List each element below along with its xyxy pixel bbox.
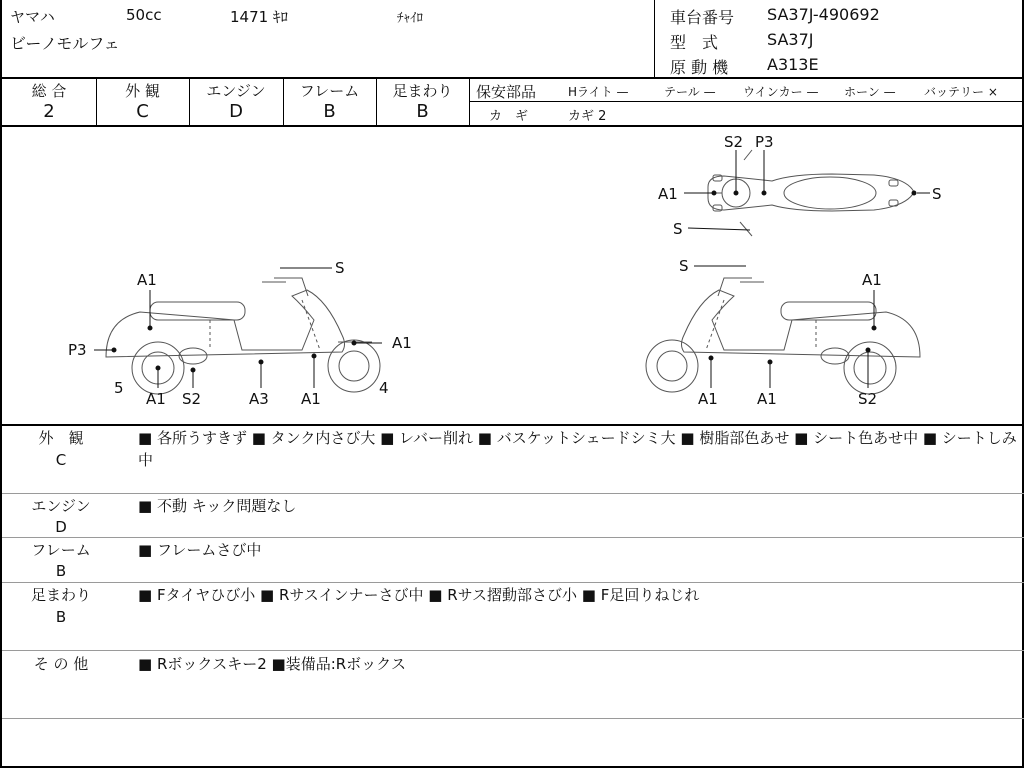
label-left-s-top: S — [335, 259, 345, 277]
label-left-a3: A3 — [249, 390, 269, 408]
label-top-s-bottom: S — [673, 220, 683, 238]
color: ﾁｬｲﾛ — [397, 11, 423, 26]
grade-exterior-value: C — [136, 101, 149, 122]
label-top-a1: A1 — [658, 185, 678, 203]
label-left-5: 5 — [114, 379, 124, 397]
safety-item-headlight: Hライト — — [568, 85, 629, 99]
label-right-a1-top: A1 — [862, 271, 882, 289]
header-rule — [2, 77, 1024, 79]
engine-value: A313E — [767, 55, 819, 74]
damage-diagram — [2, 126, 1024, 424]
label-top-p3: P3 — [755, 133, 774, 151]
scooter-top-view — [708, 150, 914, 236]
grade-frame-value: B — [323, 101, 336, 122]
section-frame-label: フレーム — [31, 541, 91, 559]
safety-item-battery: バッテリー × — [924, 85, 998, 99]
section-exterior-text: ■ 各所うすきず ■ タンク内さび大 ■ レバー削れ ■ バスケットシェードシミ大 ■ 樹脂部色あせ ■ シート色あせ中 ■ シートしみ中 — [138, 429, 1017, 469]
label-left-a1-b2: A1 — [301, 390, 321, 408]
label-right-a1-b1: A1 — [698, 390, 718, 408]
header-divider — [654, 0, 655, 78]
section-suspension-label: 足まわり — [30, 586, 91, 604]
displacement: 50cc — [126, 6, 162, 24]
section-suspension-text: ■ Fタイヤひび小 ■ Rサスインナーさび中 ■ Rサス摺動部さび小 ■ F足回りねじれ — [138, 586, 700, 604]
section-other-text: ■ Rボックスキー2 ■装備品:Rボックス — [138, 655, 407, 673]
section-other-label: そ の 他 — [33, 655, 89, 673]
section-exterior-grade: C — [55, 451, 67, 469]
section-engine-label: エンジン — [31, 497, 91, 515]
label-right-s2: S2 — [858, 390, 878, 408]
label-top-s-right: S — [932, 185, 942, 203]
safety-item-winker: ウインカー — — [743, 85, 819, 99]
label-top-s2: S2 — [724, 133, 744, 151]
label-left-a1-top: A1 — [137, 271, 157, 289]
label-right-s-top: S — [679, 257, 689, 275]
grade-total-value: 2 — [43, 101, 55, 122]
section-engine-grade: D — [55, 518, 67, 536]
frame-no: SA37J-490692 — [767, 5, 880, 24]
label-left-p3: P3 — [68, 341, 87, 359]
grade-frame-label: フレーム — [299, 82, 360, 100]
frame-no-label: 車台番号 — [670, 8, 735, 27]
grade-suspension-value: B — [416, 101, 429, 122]
mileage: 1471 ｷﾛ — [230, 8, 288, 26]
scooter-left-view — [106, 278, 380, 394]
scooter-right-view — [646, 278, 920, 394]
label-left-a1-right: A1 — [392, 334, 412, 352]
section-engine-text: ■ 不動 キック問題なし — [138, 497, 297, 515]
type-label: 型 式 — [670, 33, 719, 52]
grade-engine-value: D — [229, 101, 243, 122]
type-value: SA37J — [767, 30, 814, 49]
model-name: ビーノモルフェ — [10, 34, 120, 53]
grade-engine-label: エンジン — [206, 82, 266, 100]
label-left-s2: S2 — [182, 390, 202, 408]
grade-total-label: 総 合 — [31, 82, 67, 100]
section-frame-grade: B — [55, 562, 67, 580]
section-exterior-label: 外 観 — [38, 429, 84, 447]
label-right-a1-b2: A1 — [757, 390, 777, 408]
section-suspension-grade: B — [55, 608, 67, 626]
safety-item-tail: テール — — [664, 85, 716, 99]
label-left-4: 4 — [379, 379, 389, 397]
safety-label: 保安部品 — [476, 83, 537, 101]
key-value: カギ 2 — [568, 109, 607, 124]
safety-item-horn: ホーン — — [844, 85, 896, 99]
section-frame-text: ■ フレームさび中 — [138, 541, 262, 559]
maker: ヤマハ — [10, 8, 55, 26]
engine-label: 原 動 機 — [670, 58, 729, 77]
grade-exterior-label: 外 観 — [125, 82, 160, 100]
key-label: カ ギ — [489, 109, 529, 124]
grade-suspension-label: 足まわり — [392, 82, 453, 100]
label-left-a1-b1: A1 — [146, 390, 166, 408]
